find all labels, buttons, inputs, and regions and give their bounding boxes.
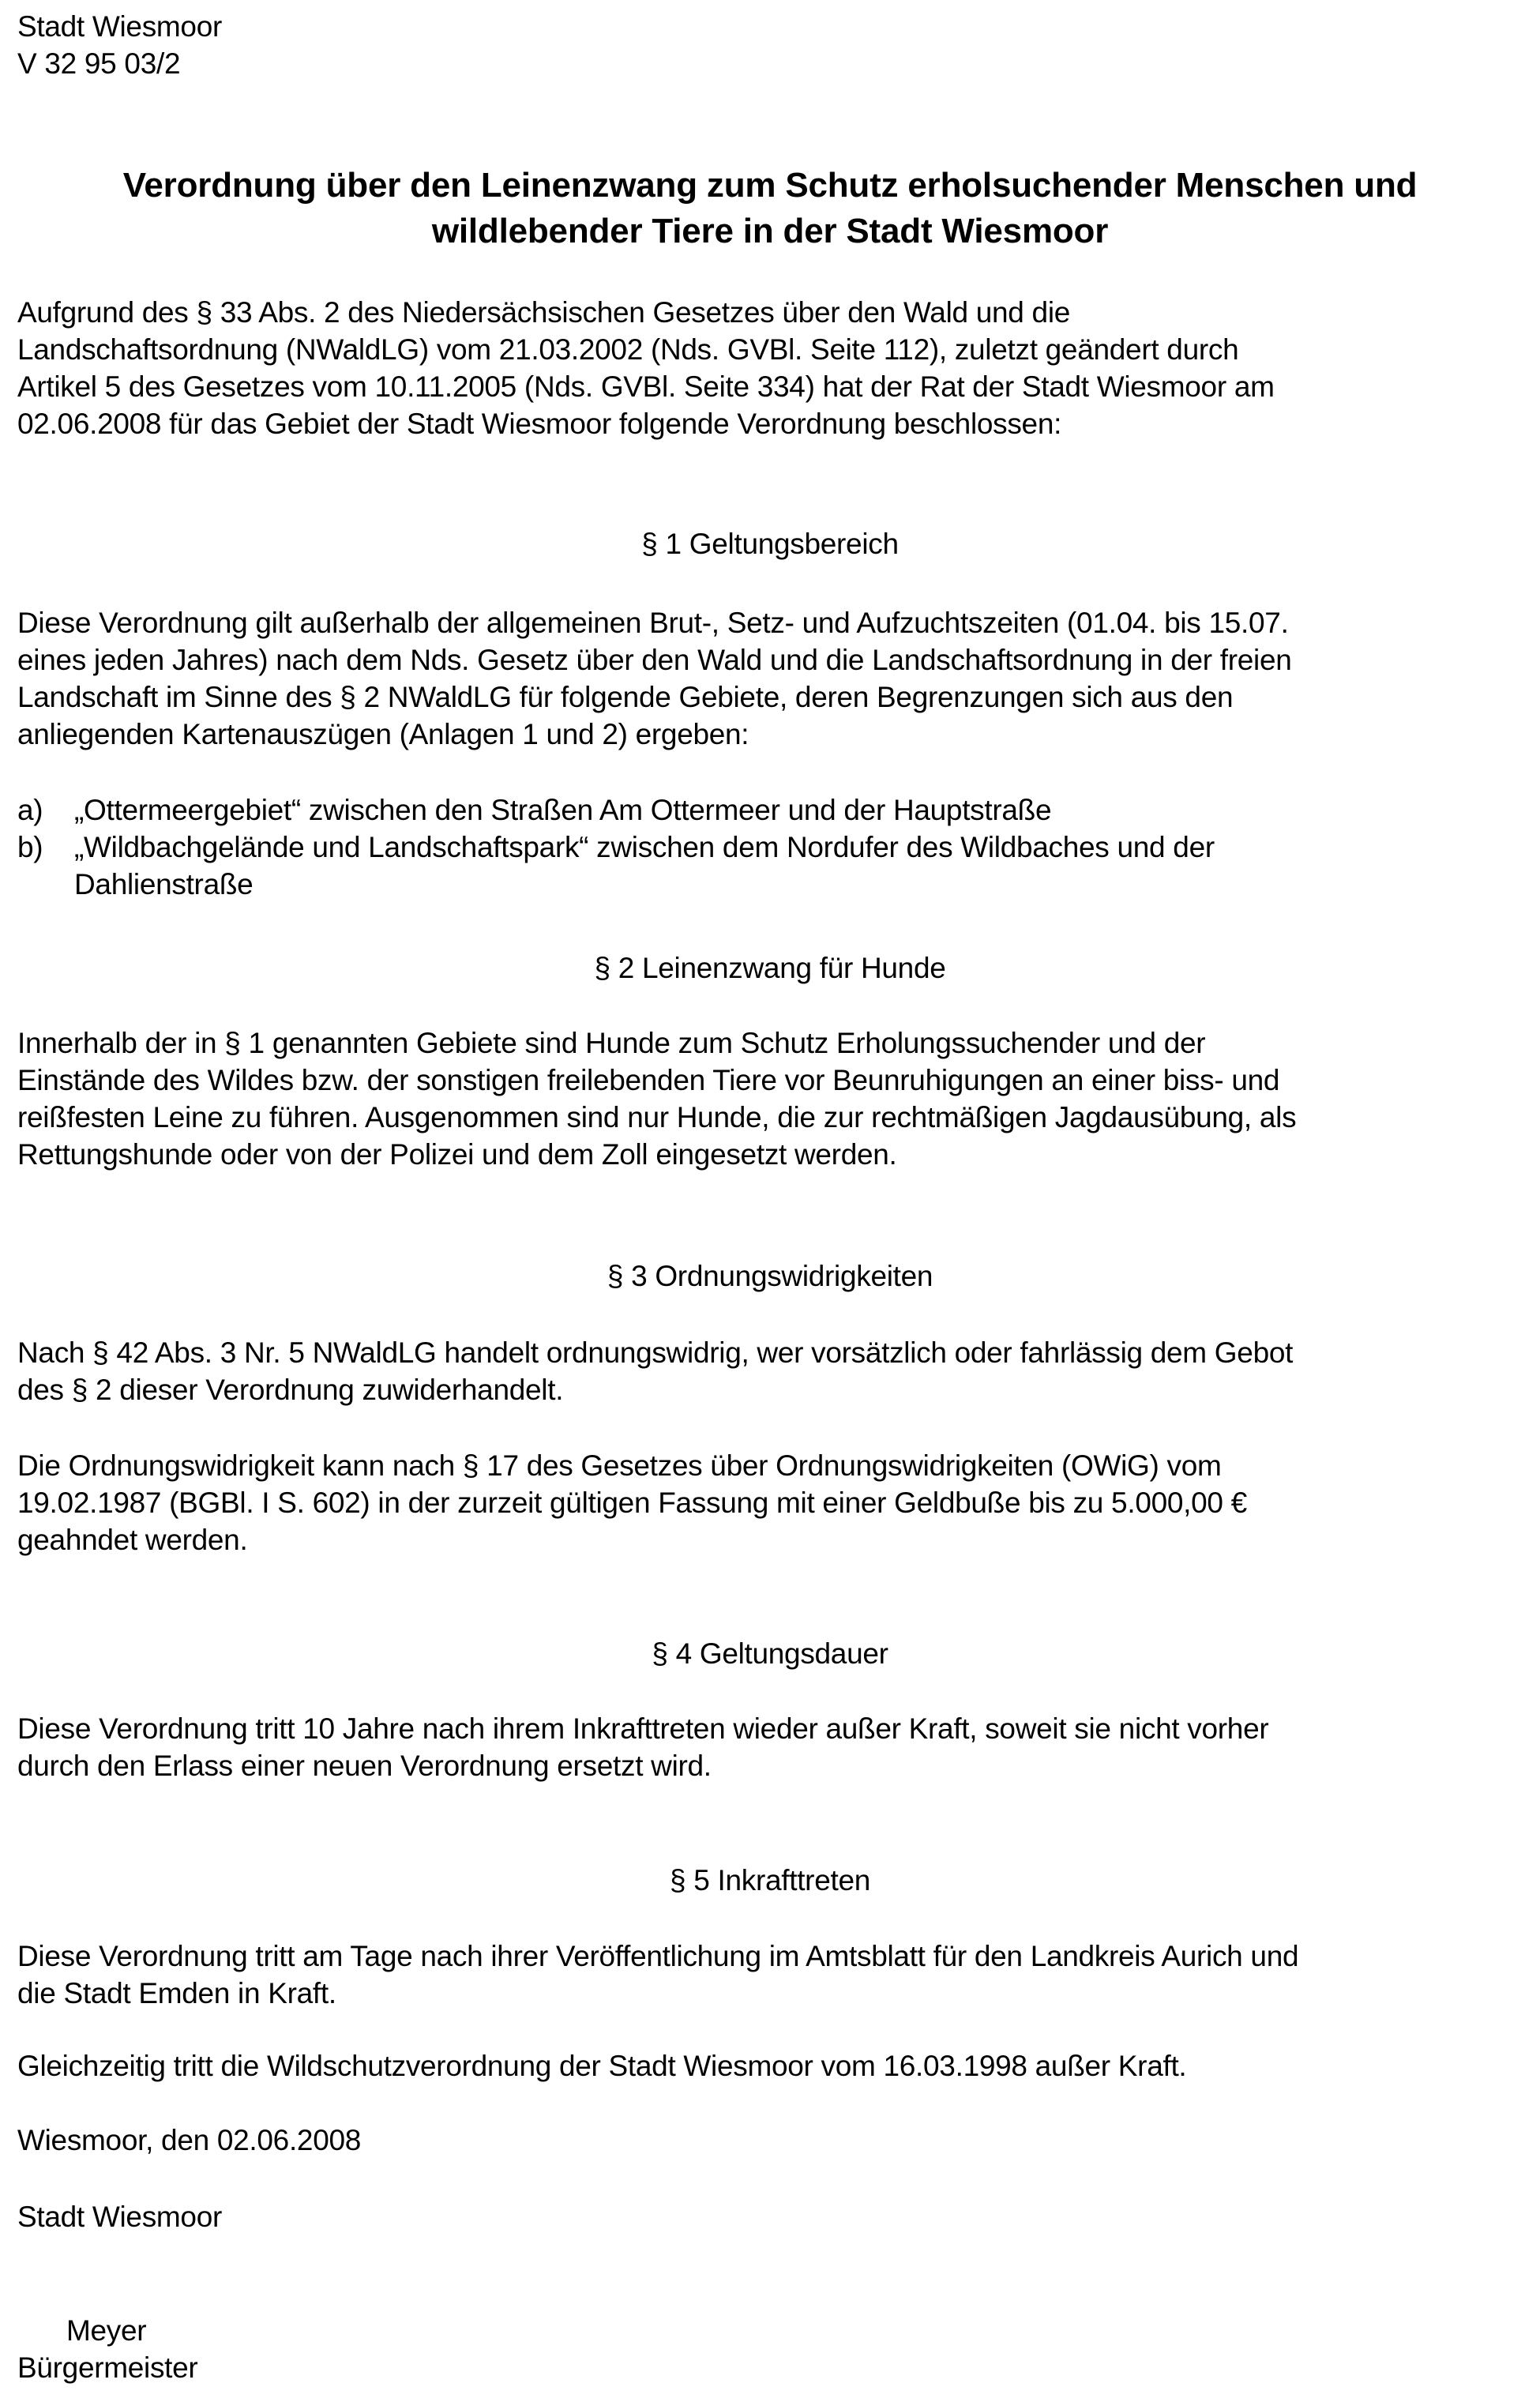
section-5-paragraph-2 [17, 2047, 1523, 2084]
body-line: Nach § 42 Abs. 3 Nr. 5 NWaldLG handelt ordnungswidrig, wer vorsätzlich oder fahrlässig dem Gebot [17, 1336, 1294, 1369]
list-text: „Ottermeergebiet“ zwischen den Straßen Am Ottermeer und der Hauptstraße [74, 794, 1052, 826]
section-2-heading: § 2 Leinenzwang für Hunde [594, 952, 946, 984]
section-5-heading: § 5 Inkrafttreten [669, 1864, 871, 1896]
section-3-paragraph-1 [17, 1334, 1523, 1408]
section-2-body [17, 1024, 1523, 1173]
list-text-line: „Wildbachgelände und Landschaftspark“ zwischen dem Nordufer des Wildbaches und der [74, 831, 1215, 863]
preamble-line: Aufgrund des § 33 Abs. 2 des Niedersächsischen Gesetzes über den Wald und die [17, 296, 1071, 329]
title-line-1: Verordnung über den Leinenzwang zum Schutz erholsuchender Menschen und [122, 166, 1418, 205]
closing-authority: Stadt Wiesmoor [17, 2201, 222, 2233]
document-header [17, 8, 1523, 82]
section-1-area-list [17, 791, 1523, 903]
list-marker: b) [17, 831, 43, 863]
signature-block [17, 2312, 1523, 2386]
body-line: Diese Verordnung gilt außerhalb der allgemeinen Brut-, Setz- und Aufzuchtszeiten (01.04. bis 15.07. [17, 607, 1289, 639]
issuing-authority: Stadt Wiesmoor [17, 10, 222, 43]
reference-number: V 32 95 03/2 [17, 47, 181, 80]
area-list-item-b [17, 829, 1523, 903]
section-1-heading: § 1 Geltungsbereich [641, 528, 899, 560]
body-line: reißfesten Leine zu führen. Ausgenommen sind nur Hunde, die zur rechtmäßigen Jagdausübung, als [17, 1101, 1297, 1133]
body-line: Gleichzeitig tritt die Wildschutzverordnung der Stadt Wiesmoor vom 16.03.1998 außer Kraft. [17, 2050, 1187, 2082]
body-line: Diese Verordnung tritt 10 Jahre nach ihrem Inkrafttreten wieder außer Kraft, soweit sie nicht vorher [17, 1712, 1269, 1745]
title-line-2: wildlebender Tiere in der Stadt Wiesmoor [431, 212, 1109, 250]
body-line: eines jeden Jahres) nach dem Nds. Gesetz über den Wald und die Landschaftsordnung in der freien [17, 644, 1292, 676]
body-line: anliegenden Kartenauszügen (Anlagen 1 und 2) ergeben: [17, 718, 749, 750]
body-line: die Stadt Emden in Kraft. [17, 1977, 336, 2009]
area-list-item-a [17, 791, 1523, 829]
list-text-line: Dahlienstraße [74, 868, 254, 900]
place-and-date: Wiesmoor, den 02.06.2008 [17, 2124, 362, 2156]
section-4-heading: § 4 Geltungsdauer [652, 1637, 888, 1670]
body-line: Die Ordnungswidrigkeit kann nach § 17 des Gesetzes über Ordnungswidrigkeiten (OWiG) vom [17, 1449, 1222, 1482]
section-3-paragraph-2 [17, 1447, 1523, 1558]
preamble-line: 02.06.2008 für das Gebiet der Stadt Wiesmoor folgende Verordnung beschlossen: [17, 408, 1062, 440]
section-1-body [17, 604, 1523, 753]
signer-name: Meyer [66, 2314, 147, 2347]
body-line: Einstände des Wildes bzw. der sonstigen freilebenden Tiere vor Beunruhigungen an einer biss- und [17, 1064, 1280, 1096]
document-title [8, 163, 1532, 254]
section-4-body [17, 1710, 1523, 1784]
preamble-line: Artikel 5 des Gesetzes vom 10.11.2005 (Nds. GVBl. Seite 334) hat der Rat der Stadt Wiesmoor am [17, 370, 1275, 403]
body-line: Innerhalb der in § 1 genannten Gebiete sind Hunde zum Schutz Erholungssuchender und der [17, 1027, 1206, 1059]
body-line: durch den Erlass einer neuen Verordnung ersetzt wird. [17, 1750, 712, 1782]
list-marker: a) [17, 794, 43, 826]
signer-title: Bürgermeister [17, 2351, 198, 2384]
body-line: Diese Verordnung tritt am Tage nach ihrer Veröffentlichung im Amtsblatt für den Landkreis Aurich und [17, 1940, 1299, 1972]
preamble-line: Landschaftsordnung (NWaldLG) vom 21.03.2002 (Nds. GVBl. Seite 112), zuletzt geändert durch [17, 333, 1239, 366]
section-3-heading: § 3 Ordnungswidrigkeiten [607, 1260, 933, 1292]
body-line: Landschaft im Sinne des § 2 NWaldLG für folgende Gebiete, deren Begrenzungen sich aus den [17, 681, 1234, 713]
section-5-paragraph-1 [17, 1938, 1523, 2012]
body-line: geahndet werden. [17, 1524, 248, 1556]
body-line: Rettungshunde oder von der Polizei und dem Zoll eingesetzt werden. [17, 1138, 897, 1171]
list-text [74, 829, 1523, 903]
preamble [17, 294, 1523, 442]
body-line: des § 2 dieser Verordnung zuwiderhandelt. [17, 1374, 564, 1406]
body-line: 19.02.1987 (BGBl. I S. 602) in der zurzeit gültigen Fassung mit einer Geldbuße bis zu 5.000,00 € [17, 1487, 1247, 1519]
